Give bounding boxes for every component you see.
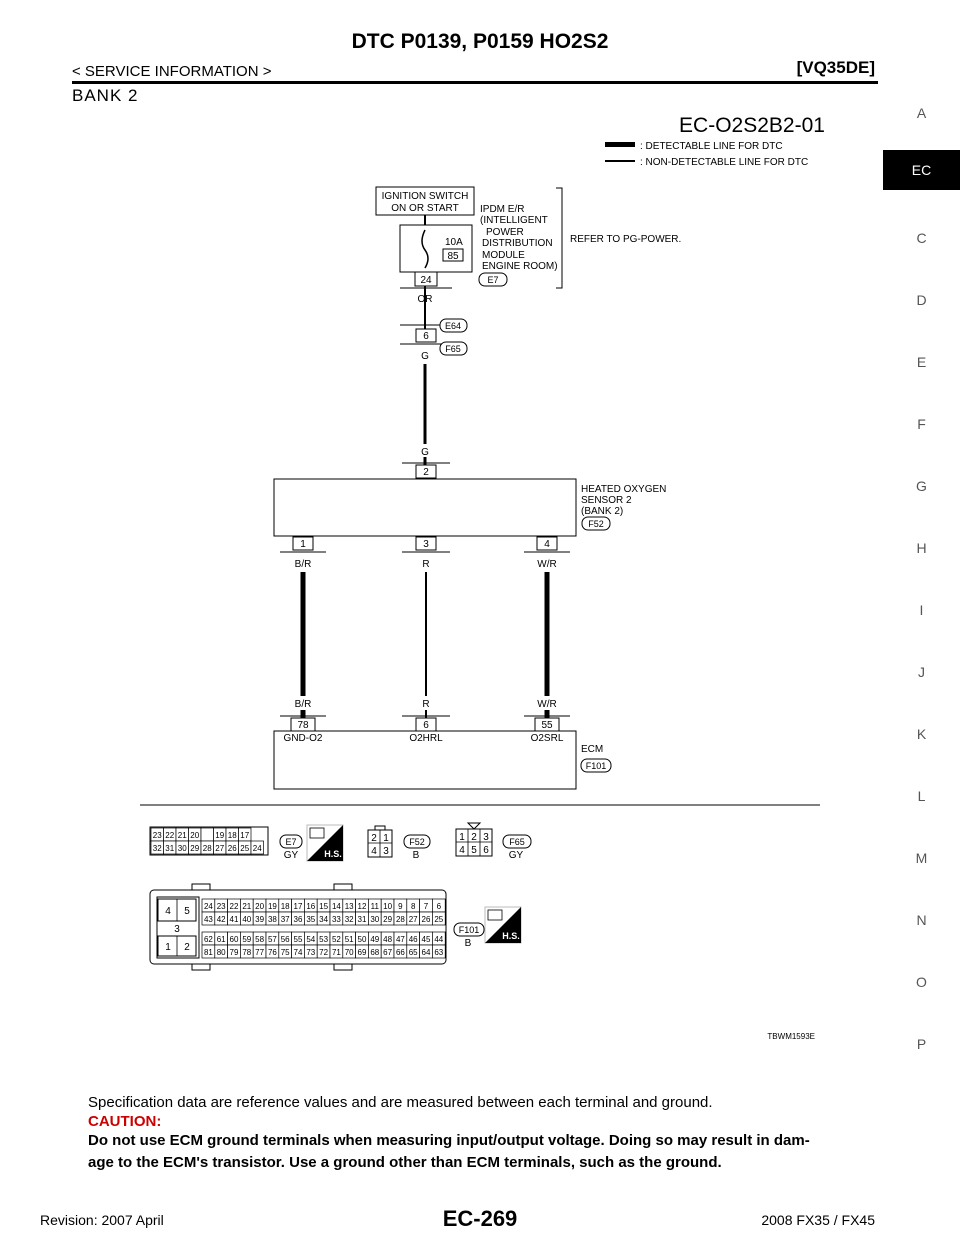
- sensor-terminal-3: 3: [423, 539, 429, 550]
- f101-pin-54: 54: [306, 935, 316, 944]
- side-tab-f[interactable]: F: [917, 416, 926, 432]
- f101-pin-59: 59: [242, 935, 252, 944]
- f101-pin-2: 2: [184, 942, 190, 953]
- f101-pin-27: 27: [408, 915, 418, 924]
- f52-pin-1: 1: [383, 833, 389, 844]
- ecm-label: ECM: [581, 744, 604, 755]
- f101-pin-34: 34: [319, 915, 329, 924]
- side-tab-m[interactable]: M: [915, 850, 928, 866]
- e7-color: GY: [283, 850, 299, 861]
- e7-pin-20: 20: [190, 831, 200, 840]
- f65-color: GY: [508, 850, 524, 861]
- wire-color-g-lower: G: [421, 447, 429, 458]
- bank-heading: BANK 2: [72, 86, 139, 105]
- f52-pin-4: 4: [371, 846, 377, 857]
- e7-pin-29: 29: [190, 844, 200, 853]
- f101-pin-42: 42: [216, 915, 226, 924]
- side-tab-d[interactable]: D: [916, 292, 927, 308]
- connector-view-f65: [456, 823, 531, 861]
- f101-pin-17: 17: [293, 902, 303, 911]
- f101-pin-56: 56: [280, 935, 290, 944]
- e7-pin-23: 23: [152, 831, 162, 840]
- f101-pin-31: 31: [357, 915, 367, 924]
- f101-pin-48: 48: [383, 935, 393, 944]
- f52-label: F52: [409, 837, 425, 847]
- e7-pin-22: 22: [165, 831, 175, 840]
- f101-pin-47: 47: [395, 935, 405, 944]
- f52-color: B: [412, 850, 420, 861]
- f52-pin-2: 2: [371, 833, 377, 844]
- f101-pin-16: 16: [306, 902, 316, 911]
- wire-color-r-lower: R: [422, 699, 430, 710]
- side-tab-ec[interactable]: EC: [883, 150, 960, 190]
- f101-pin-76: 76: [267, 948, 277, 957]
- caution-label: CAUTION:: [88, 1113, 162, 1130]
- e7-pin-18: 18: [227, 831, 237, 840]
- ipdm-line-2: (INTELLIGENT: [480, 215, 548, 226]
- e7-pin-31: 31: [165, 844, 175, 853]
- wire-color-br-upper: B/R: [294, 559, 312, 570]
- connector-view-f52: [368, 826, 430, 861]
- f101-pin-25: 25: [434, 915, 444, 924]
- page-number: EC-269: [442, 1206, 518, 1231]
- joint-terminal: 6: [423, 331, 429, 342]
- f101-pin-80: 80: [216, 948, 226, 957]
- f101-pin-29: 29: [383, 915, 393, 924]
- f101-pin-28: 28: [395, 915, 405, 924]
- side-tab-a[interactable]: A: [916, 105, 927, 121]
- f101-pin-77: 77: [255, 948, 265, 957]
- e7-pin-28: 28: [202, 844, 212, 853]
- f101-pin-18: 18: [280, 902, 290, 911]
- model-label: 2008 FX35 / FX45: [761, 1212, 875, 1228]
- ipdm-line-5: MODULE: [482, 250, 525, 261]
- f101-pin-39: 39: [255, 915, 265, 924]
- f101-pin-36: 36: [293, 915, 303, 924]
- f101-pin-23: 23: [216, 902, 226, 911]
- hs-icon: [307, 825, 343, 861]
- f101-pin-70: 70: [344, 948, 354, 957]
- e7-pin-24: 24: [252, 844, 262, 853]
- f101-pin-67: 67: [383, 948, 393, 957]
- sensor-terminal-4: 4: [544, 539, 550, 550]
- connector-view-f101: [150, 884, 484, 970]
- f101-pin-38: 38: [267, 915, 277, 924]
- f101-pin-13: 13: [344, 902, 354, 911]
- wire-color-or: OR: [417, 294, 433, 305]
- caution-line-1: Do not use ECM ground terminals when measuring input/output voltage. Doing so may result in dam-: [88, 1132, 810, 1149]
- e7-pin-27: 27: [215, 844, 225, 853]
- f101-pin-55: 55: [293, 935, 303, 944]
- e7-pin-21: 21: [177, 831, 187, 840]
- f101-pin-5: 5: [184, 906, 190, 917]
- f101-pin-60: 60: [229, 935, 239, 944]
- ecm-connector: F101: [585, 761, 607, 771]
- service-info-breadcrumb[interactable]: < SERVICE INFORMATION >: [72, 63, 272, 80]
- legend-thin-line: [605, 160, 635, 162]
- f101-pin-52: 52: [331, 935, 341, 944]
- f101-pin-73: 73: [306, 948, 316, 957]
- f101-color: B: [464, 938, 472, 949]
- fuse-rating: 10A: [445, 237, 463, 248]
- f65-pin-6: 6: [483, 845, 489, 856]
- wire-color-wr-upper: W/R: [537, 559, 557, 570]
- sensor-top-terminal: 2: [423, 467, 429, 478]
- sensor-line-3: (BANK 2): [581, 506, 624, 517]
- f101-pin-33: 33: [331, 915, 341, 924]
- f101-pin-65: 65: [408, 948, 418, 957]
- f101-pin-66: 66: [395, 948, 405, 957]
- ecm-terminal-55: 55: [541, 720, 553, 731]
- page-title: DTC P0139, P0159 HO2S2: [351, 30, 609, 53]
- side-tab-c[interactable]: C: [916, 230, 927, 246]
- f101-pin-24: 24: [203, 902, 213, 911]
- e7-pin-30: 30: [177, 844, 187, 853]
- diagram-code: TBWM1593E: [767, 1032, 815, 1041]
- f101-pin-20: 20: [255, 902, 265, 911]
- sensor-line-2: SENSOR 2: [581, 495, 632, 506]
- f65-pin-5: 5: [471, 845, 477, 856]
- sensor-line-1: HEATED OXYGEN: [581, 484, 667, 495]
- ipdm-line-1: IPDM E/R: [480, 204, 525, 215]
- ipdm-line-4: DISTRIBUTION: [482, 238, 553, 249]
- f101-pin-21: 21: [242, 902, 252, 911]
- f101-pin-4: 4: [165, 906, 171, 917]
- f101-pin-49: 49: [370, 935, 380, 944]
- side-tab-g[interactable]: G: [916, 478, 927, 494]
- ecm-function-o2hrl: O2HRL: [409, 733, 443, 744]
- f101-pin-10: 10: [383, 902, 393, 911]
- ipdm-line-6: ENGINE ROOM): [482, 261, 558, 272]
- spec-paragraph: Specification data are reference values and are measured between each terminal and ground.: [88, 1094, 713, 1111]
- ignition-switch-state: ON OR START: [391, 203, 459, 214]
- f101-pin-45: 45: [421, 935, 431, 944]
- f101-pin-12: 12: [357, 902, 367, 911]
- f101-pin-44: 44: [434, 935, 444, 944]
- e7-pin-25: 25: [240, 844, 250, 853]
- ignition-switch-label: IGNITION SWITCH: [381, 191, 469, 202]
- e7-pin-17: 17: [240, 831, 250, 840]
- f101-pin-7: 7: [423, 902, 429, 911]
- f101-pin-43: 43: [203, 915, 213, 924]
- legend-non-detectable: : NON-DETECTABLE LINE FOR DTC: [640, 157, 809, 168]
- f101-pin-68: 68: [370, 948, 380, 957]
- revision-label: Revision: 2007 April: [40, 1212, 164, 1228]
- f101-label: F101: [458, 925, 480, 935]
- f101-pin-22: 22: [229, 902, 239, 911]
- f101-pin-61: 61: [216, 935, 226, 944]
- side-tab-h[interactable]: H: [916, 540, 927, 556]
- caution-line-2: age to the ECM's transistor. Use a ground other than ECM terminals, such as the ground.: [88, 1154, 722, 1171]
- ipdm-line-3: POWER: [486, 227, 524, 238]
- f101-pin-11: 11: [370, 902, 379, 911]
- diagram-id: EC-O2S2B2-01: [679, 114, 825, 137]
- f65-label: F65: [509, 837, 525, 847]
- wire-color-g-upper: G: [421, 351, 429, 362]
- f101-pin-74: 74: [293, 948, 303, 957]
- wire-color-wr-lower: W/R: [537, 699, 557, 710]
- sensor-connector: F52: [588, 519, 604, 529]
- f101-pin-81: 81: [203, 948, 213, 957]
- wire-color-br-lower: B/R: [294, 699, 312, 710]
- ecm-function-o2srl: O2SRL: [530, 733, 564, 744]
- f101-pin-79: 79: [229, 948, 239, 957]
- f101-pin-53: 53: [319, 935, 329, 944]
- ipdm-connector: E7: [487, 275, 499, 285]
- f65-pin-4: 4: [459, 845, 465, 856]
- f101-pin-35: 35: [306, 915, 316, 924]
- f101-pin-69: 69: [357, 948, 367, 957]
- f101-pin-41: 41: [229, 915, 239, 924]
- fuse-number: 85: [447, 251, 459, 262]
- connector-view-e7: [150, 827, 302, 861]
- f101-pin-14: 14: [331, 902, 341, 911]
- f101-pin-8: 8: [410, 902, 416, 911]
- hs-label-1: H.S.: [324, 849, 342, 859]
- sensor-terminal-1: 1: [300, 539, 306, 550]
- joint-connector-e64: E64: [444, 321, 462, 331]
- engine-code: [VQ35DE]: [796, 58, 875, 77]
- f65-pin-2: 2: [471, 832, 477, 843]
- f101-pin-58: 58: [255, 935, 265, 944]
- f101-pin-51: 51: [344, 935, 354, 944]
- ecm-function-gnd-o2: GND-O2: [283, 733, 323, 744]
- wire-color-r-upper: R: [422, 559, 430, 570]
- legend-detectable: : DETECTABLE LINE FOR DTC: [640, 141, 783, 152]
- f101-pin-26: 26: [421, 915, 431, 924]
- f101-pin-32: 32: [344, 915, 354, 924]
- f101-pin-15: 15: [319, 902, 329, 911]
- f101-pin-62: 62: [203, 935, 213, 944]
- f101-pin-63: 63: [434, 948, 444, 957]
- joint-connector-f65: F65: [445, 344, 461, 354]
- f101-pin-40: 40: [242, 915, 252, 924]
- side-tab-l[interactable]: L: [917, 788, 926, 804]
- f101-pin-6: 6: [436, 902, 442, 911]
- f101-pin-1: 1: [165, 942, 171, 953]
- f65-pin-1: 1: [459, 832, 465, 843]
- e7-pin-19: 19: [215, 831, 225, 840]
- side-tab-k[interactable]: K: [916, 726, 927, 742]
- side-tab-e[interactable]: E: [916, 354, 927, 370]
- f101-pin-3: 3: [174, 924, 180, 935]
- side-tab-j[interactable]: J: [918, 664, 925, 680]
- f101-pin-64: 64: [421, 948, 431, 957]
- f101-pin-50: 50: [357, 935, 367, 944]
- f101-pin-72: 72: [319, 948, 329, 957]
- ipdm-terminal: 24: [420, 275, 432, 286]
- e7-pin-32: 32: [152, 844, 162, 853]
- side-tab-i[interactable]: I: [919, 602, 924, 618]
- e7-pin-26: 26: [227, 844, 237, 853]
- f101-pin-19: 19: [267, 902, 277, 911]
- f101-pin-46: 46: [408, 935, 418, 944]
- f52-pin-3: 3: [383, 846, 389, 857]
- side-tab-o[interactable]: O: [916, 974, 927, 990]
- f101-pin-75: 75: [280, 948, 290, 957]
- refer-bracket: [556, 188, 562, 288]
- e7-label: E7: [285, 837, 297, 847]
- f101-pin-71: 71: [331, 948, 341, 957]
- f101-pin-78: 78: [242, 948, 252, 957]
- legend-thick-line: [605, 142, 635, 147]
- f101-pin-57: 57: [267, 935, 277, 944]
- refer-pg-power: REFER TO PG-POWER.: [570, 234, 682, 245]
- f101-pin-30: 30: [370, 915, 380, 924]
- hs-icon: [485, 907, 521, 943]
- f65-pin-3: 3: [483, 832, 489, 843]
- side-tab-n[interactable]: N: [916, 912, 927, 928]
- hs-label-2: H.S.: [502, 931, 520, 941]
- ecm-terminal-78: 78: [297, 720, 309, 731]
- ecm-terminal-6: 6: [423, 720, 429, 731]
- heated-oxygen-sensor-box: [274, 479, 576, 536]
- f101-pin-9: 9: [398, 902, 403, 911]
- side-tab-p[interactable]: P: [916, 1036, 927, 1052]
- f101-pin-37: 37: [280, 915, 290, 924]
